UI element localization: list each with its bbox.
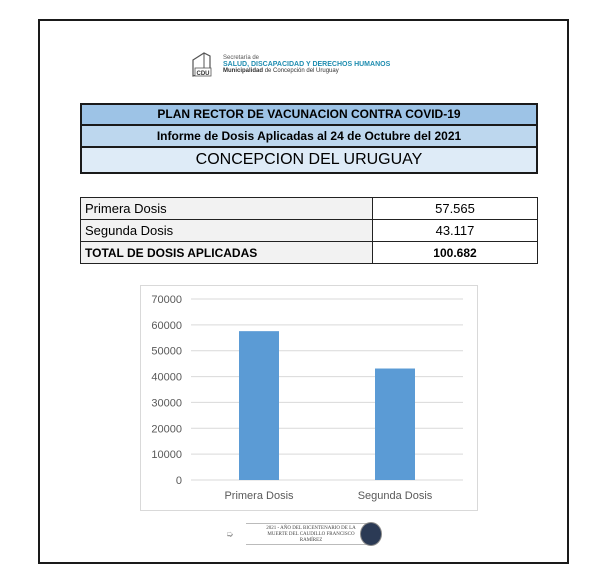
bar [239, 331, 279, 480]
row-value: 100.682 [373, 242, 538, 264]
logo-line-1: Secretaría de [223, 55, 260, 61]
y-tick-label: 20000 [151, 423, 182, 436]
logo-line-3-rest: de Concepción del Uruguay [264, 68, 339, 74]
arrow-right-icon: ➭ [226, 529, 234, 539]
footer-banner [220, 520, 392, 546]
y-tick-label: 40000 [151, 371, 182, 384]
table-row-total [81, 242, 538, 264]
portrait-icon [360, 522, 382, 546]
header-logo [190, 50, 420, 82]
y-tick-label: 0 [175, 475, 182, 487]
row-value: 57.565 [373, 198, 538, 220]
y-tick-label: 30000 [151, 397, 182, 410]
footer-text: 2021 - AÑO DEL BICENTENARIO DE LA MUERTE DEL CAUDILLO FRANCISCO RAMÍREZ [266, 526, 356, 543]
logo-line-2: SALUD, DISCAPACIDAD Y DERECHOS HUMANOS [223, 60, 391, 68]
title-line-3: CONCEPCION DEL URUGUAY [82, 148, 536, 172]
y-tick-label: 50000 [151, 345, 182, 358]
table-row [81, 198, 538, 220]
logo-text [223, 55, 390, 75]
y-tick-label: 70000 [151, 294, 182, 306]
row-label: TOTAL DE DOSIS APLICADAS [81, 242, 373, 264]
y-tick-label: 60000 [151, 319, 182, 332]
bar [375, 369, 415, 480]
chart-svg [141, 286, 477, 510]
doses-table [80, 197, 538, 264]
x-tick-label: Segunda Dosis [357, 490, 433, 502]
row-label: Primera Dosis [81, 198, 373, 220]
doses-chart [140, 285, 478, 511]
table-row [81, 220, 538, 242]
title-line-2: Informe de Dosis Aplicadas al 24 de Octubre del 2021 [82, 126, 536, 148]
y-tick-label: 10000 [151, 449, 182, 462]
row-value: 43.117 [373, 220, 538, 242]
logo-abbrev: CDU [196, 71, 210, 77]
x-tick-label: Primera Dosis [224, 490, 294, 502]
title-line-1: PLAN RECTOR DE VACUNACION CONTRA COVID-19 [82, 105, 536, 126]
logo-line-3-bold: Municipalidad [223, 68, 264, 74]
row-label: Segunda Dosis [81, 220, 373, 242]
title-block [80, 103, 538, 174]
logo-line-3 [223, 68, 390, 75]
cdu-logo-icon [190, 50, 214, 80]
